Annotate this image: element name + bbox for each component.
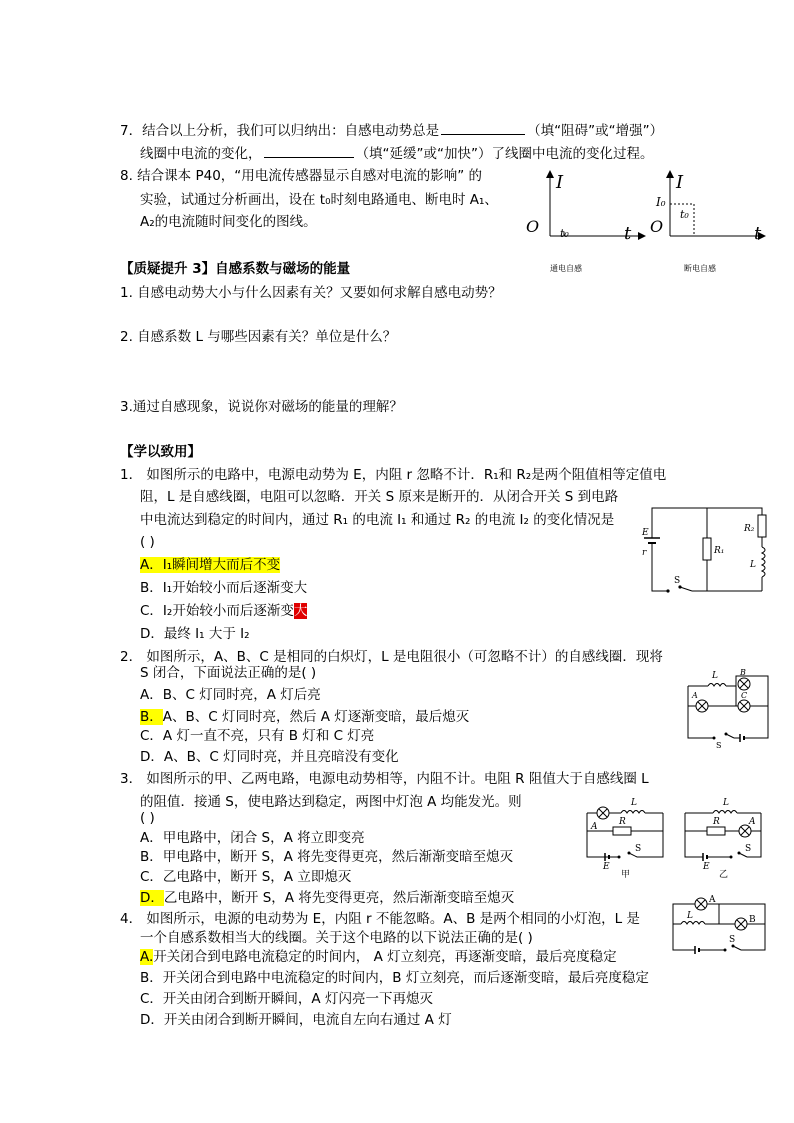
- graph-left-x-label: t: [624, 223, 632, 244]
- p1-fig-E: E: [642, 528, 649, 538]
- p4-fig-A: A: [709, 895, 716, 905]
- p2-circuit-figure: [680, 668, 780, 748]
- graph-deenergize: [650, 168, 770, 278]
- p4-fig-L: L: [687, 911, 693, 921]
- p4-option-b[interactable]: B．开关闭合到电路中电流稳定的时间内，B 灯立刻亮，而后逐渐变暗，最后亮度稳定: [140, 970, 649, 986]
- graph-right-y-label: I: [676, 172, 684, 193]
- p3-option-d-text: 乙电路中，断开 S，A 将先变得更亮，然后渐渐变暗至熄灭: [163, 890, 515, 906]
- p2-option-c[interactable]: C．A 灯一直不亮，只有 B 灯和 C 灯亮: [140, 728, 375, 744]
- p1-fig-R2: R₂: [744, 524, 755, 534]
- p1-fig-L: L: [750, 560, 756, 570]
- p3-yi-L: L: [723, 798, 729, 808]
- section3-q1: 1. 自感电动势大小与什么因素有关？又要如何求解自感电动势？: [120, 285, 502, 301]
- p3-option-b[interactable]: B．甲电路中，断开 S，A 将先变得更亮，然后渐渐变暗至熄灭: [140, 849, 514, 865]
- p3-yi-A: A: [749, 817, 756, 827]
- p2-fig-S: S: [716, 741, 722, 750]
- p1-option-c-mark: 大: [293, 603, 308, 619]
- p4-fig-S: S: [729, 935, 736, 945]
- graph-energize: [520, 168, 640, 278]
- q8-line3: A₂的电流随时间变化的图线。: [140, 214, 317, 230]
- p3-jia-S: S: [635, 844, 642, 854]
- p3-jia-L: L: [631, 798, 637, 808]
- p4-stem-2: 一个自感系数相当大的线圈。关于这个电路的以下说法正确的是( ): [140, 930, 533, 946]
- p2-option-d[interactable]: D．A、B、C 灯同时亮，并且亮暗没有变化: [140, 749, 399, 765]
- q7-line1: [120, 121, 663, 140]
- p2-stem-2: S 闭合，下面说法正确的是( ): [140, 665, 317, 681]
- q7-blank-1[interactable]: [441, 121, 525, 135]
- graph-right-i0: I₀: [656, 195, 666, 209]
- graph-right-x-label: t: [754, 223, 762, 244]
- p3-stem-2: 的阻值．接通 S，使电路达到稳定，两图中灯泡 A 均能发光。则: [140, 794, 522, 810]
- p1-fig-R1: R₁: [714, 546, 725, 556]
- p1-option-c[interactable]: [140, 602, 307, 620]
- p1-fig-r: r: [642, 548, 647, 558]
- graph-left-origin: O: [526, 217, 540, 236]
- p1-stem-2: 阻，L 是自感线圈，电阻可以忽略．开关 S 原来是断开的．从闭合开关 S 到电路: [140, 489, 619, 505]
- p1-circuit-figure: [640, 503, 775, 598]
- section3-title: 【质疑提升 3】自感系数与磁场的能量: [120, 261, 351, 277]
- p3-jia-label: 甲: [621, 870, 631, 880]
- p4-option-d[interactable]: D．开关由闭合到断开瞬间，电流自左向右通过 A 灯: [140, 1012, 452, 1028]
- p2-fig-A: A: [692, 691, 698, 700]
- section3-q2: 2. 自感系数 L 与哪些因素有关？单位是什么？: [120, 329, 397, 345]
- section3-q3: 3.通过自感现象，说说你对磁场的能量的理解？: [120, 399, 403, 415]
- p3-yi-E: E: [703, 862, 710, 872]
- graph-left-caption: 通电自感: [550, 264, 582, 273]
- p3-jia-A: A: [591, 822, 598, 832]
- p2-option-b-text: A、B、C 灯同时亮，然后 A 灯逐渐变暗，最后熄灭: [162, 709, 470, 725]
- q7-line2-hint: （填“延缓”或“加快”）了线圈中电流的变化过程。: [355, 146, 654, 162]
- p1-option-a[interactable]: [140, 556, 280, 574]
- p1-option-b[interactable]: B．I₁开始较小而后逐渐变大: [140, 580, 308, 596]
- p3-jia-R: R: [619, 817, 626, 827]
- graph-right-origin: O: [650, 217, 664, 236]
- p1-stem-1: 1． 如图所示的电路中，电源电动势为 E，内阻 r 忽略不计．R₁和 R₂是两个阻值相等定值电: [120, 467, 667, 483]
- p4-circuit-figure: [665, 894, 775, 964]
- q7-blank-2[interactable]: [264, 144, 354, 158]
- p3-option-d[interactable]: [140, 889, 514, 907]
- section4-title: 【学以致用】: [120, 444, 201, 460]
- q7-line1-hint: （填“阻碍”或“增强”）: [527, 123, 664, 139]
- graph-right-caption: 断电自感: [684, 264, 716, 273]
- graph-left-t0: t₀: [560, 227, 569, 240]
- q7-line2-text: 线圈中电流的变化，: [140, 146, 262, 162]
- p3-circuit-yi: [683, 795, 768, 880]
- p3-stem-1: 3． 如图所示的甲、乙两电路，电源电动势相等，内阻不计。电阻 R 阻值大于自感线圈 L: [120, 771, 649, 787]
- p2-option-b-label: B．: [140, 709, 163, 725]
- p3-option-d-label: D．: [140, 890, 164, 906]
- p3-stem-3: ( ): [140, 810, 155, 826]
- p2-option-b[interactable]: [140, 708, 469, 726]
- p2-stem-1: 2． 如图所示，A、B、C 是相同的白炽灯，L 是电阻很小（可忽略不计）的自感线圈．现将: [120, 649, 663, 665]
- p1-option-a-label: A．: [140, 557, 163, 573]
- q8-line1: 8. 结合课本 P40，“用电流传感器显示自感对电流的影响” 的: [120, 168, 483, 184]
- p2-option-a[interactable]: A．B、C 灯同时亮，A 灯后亮: [140, 687, 321, 703]
- p2-fig-C: C: [741, 691, 748, 700]
- p1-stem-4: ( ): [140, 534, 155, 550]
- p4-option-a-label: A.: [140, 949, 154, 965]
- p4-option-c[interactable]: C．开关由闭合到断开瞬间，A 灯闪亮一下再熄灭: [140, 991, 433, 1007]
- p1-option-d[interactable]: D．最终 I₁ 大于 I₂: [140, 626, 250, 642]
- p1-option-c-text: C．I₂开始较小而后逐渐变: [140, 603, 294, 619]
- p4-fig-B: B: [749, 915, 756, 925]
- p4-option-a-text: 开关闭合到电路电流稳定的时间内， A 灯立刻亮，再逐渐变暗，最后亮度稳定: [153, 949, 617, 965]
- q8-line2: 实验，试通过分析画出，设在 t₀时刻电路通电、断电时 A₁、: [140, 192, 498, 208]
- p3-jia-E: E: [603, 862, 610, 872]
- graph-left-y-label: I: [556, 172, 564, 193]
- p3-yi-R: R: [713, 817, 720, 827]
- p1-option-a-text: I₁瞬间增大而后不变: [162, 557, 281, 573]
- p3-option-a[interactable]: A．甲电路中，闭合 S，A 将立即变亮: [140, 830, 365, 846]
- p2-fig-L: L: [712, 671, 718, 681]
- q7-line2: [140, 144, 653, 163]
- p4-option-a[interactable]: [140, 948, 617, 966]
- p1-stem-3: 中电流达到稳定的时间内，通过 R₁ 的电流 I₁ 和通过 R₂ 的电流 I₂ 的变化情况是: [140, 512, 615, 528]
- p2-fig-B: B: [740, 668, 746, 677]
- p4-stem-1: 4． 如图所示，电源的电动势为 E，内阻 r 不能忽略。A、B 是两个相同的小灯泡，L 是: [120, 911, 640, 927]
- p3-circuit-jia: [585, 795, 670, 880]
- p1-fig-S: S: [674, 576, 681, 586]
- q7-line1-text: 7．结合以上分析，我们可以归纳出：自感电动势总是: [120, 123, 440, 139]
- graph-right-t0: t₀: [680, 208, 689, 221]
- p3-yi-label: 乙: [719, 870, 729, 880]
- p3-yi-S: S: [745, 844, 752, 854]
- p3-option-c[interactable]: C．乙电路中，断开 S，A 立即熄灭: [140, 869, 352, 885]
